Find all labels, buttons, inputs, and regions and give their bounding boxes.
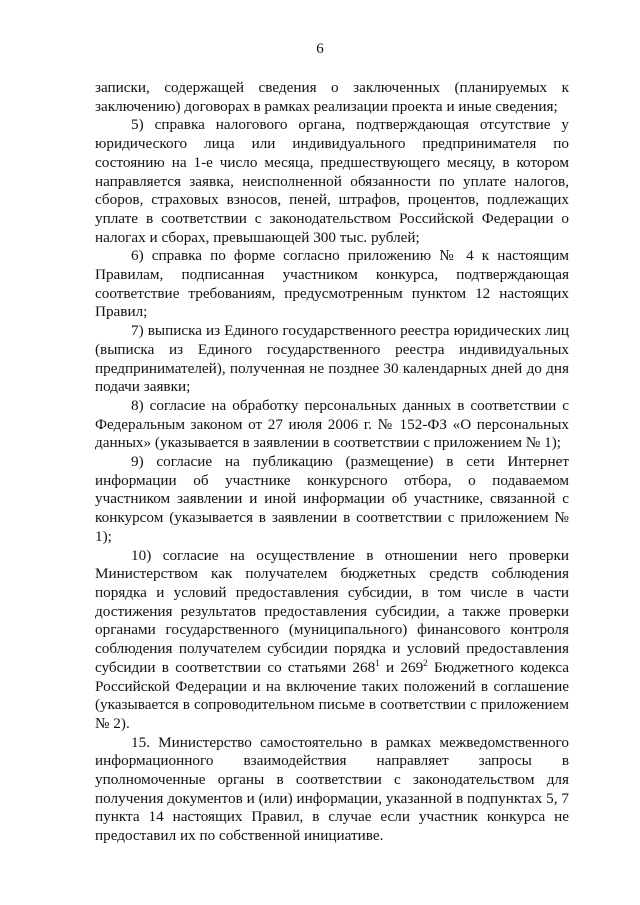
document-body bbox=[95, 79, 569, 846]
paragraph-item-10-part2: и 269 bbox=[379, 658, 424, 676]
paragraph-item-7: 7) выписка из Единого государственного реестра юридических лиц (выписка из Единого государственного реестра индивидуальных предпринимателей), полученная не позднее 30 календарных дней до дня подачи заявки; bbox=[95, 322, 569, 396]
paragraph-section-15: 15. Министерство самостоятельно в рамках межведомственного информационного взаимодействия направляет запросы в уполномоченные органы в соответствии с законодательством для получения документов и (или) информации, указанной в подпунктах 5, 7 пункта 14 настоящих Правил, в случае если участник конкурса не предоставил их по собственной инициативе. bbox=[95, 733, 569, 845]
paragraph-item-10 bbox=[95, 547, 569, 734]
paragraph-item-10-part1: 10) согласие на осуществление в отношении него проверки Министерством как получателем бюджетных средств соблюдения порядка и условий предоставления субсидии, в том числе в части достижения результатов предоставления субсидии, а также проверки органами государственного (муниципального) финансового контроля соблюдения получателем субсидии порядка и условий предоставления субсидии в соответствии со статьями 268 bbox=[95, 546, 569, 676]
page-number: 6 bbox=[316, 41, 324, 57]
article-superscript-1: 1 bbox=[375, 657, 380, 668]
paragraph-item-9: 9) согласие на публикацию (размещение) в сети Интернет информации об участнике конкурсного отбора, о подаваемом участником заявлении и иной информации об участнике, связанной с конкурсом (указывается в заявлении в соответствии с приложением № 1); bbox=[95, 453, 569, 545]
paragraph-item-10-part3: Бюджетного кодекса Российской Федерации и на включение таких положений в соглашение (указывается в сопроводительном письме в соответствии с приложением № 2). bbox=[95, 658, 569, 732]
paragraph-item-5: 5) справка налогового органа, подтверждающая отсутствие у юридического лица или индивидуального предпринимателя по состоянию на 1-е число месяца, предшествующего месяцу, в котором направляется заявка, неисполненной обязанности по уплате налогов, сборов, страховых взносов, пеней, штрафов, процентов, подлежащих уплате в соответствии с законодательством Российской Федерации о налогах и сборах, превышающей 300 тыс. рублей; bbox=[95, 116, 569, 246]
paragraph-item-8: 8) согласие на обработку персональных данных в соответствии с Федеральным законом от 27 июля 2006 г. № 152-ФЗ «О персональных данных» (указывается в заявлении в соответствии с приложением № 1); bbox=[95, 396, 569, 452]
paragraph-continuation: записки, содержащей сведения о заключенных (планируемых к заключению) договорах в рамках реализации проекта и иные сведения; bbox=[95, 79, 569, 115]
paragraph-item-6: 6) справка по форме согласно приложению № 4 к настоящим Правилам, подписанная участником конкурса, подтверждающая соответствие требованиям, предусмотренным пунктом 12 настоящих Правил; bbox=[95, 247, 569, 321]
article-superscript-2: 2 bbox=[423, 657, 428, 668]
